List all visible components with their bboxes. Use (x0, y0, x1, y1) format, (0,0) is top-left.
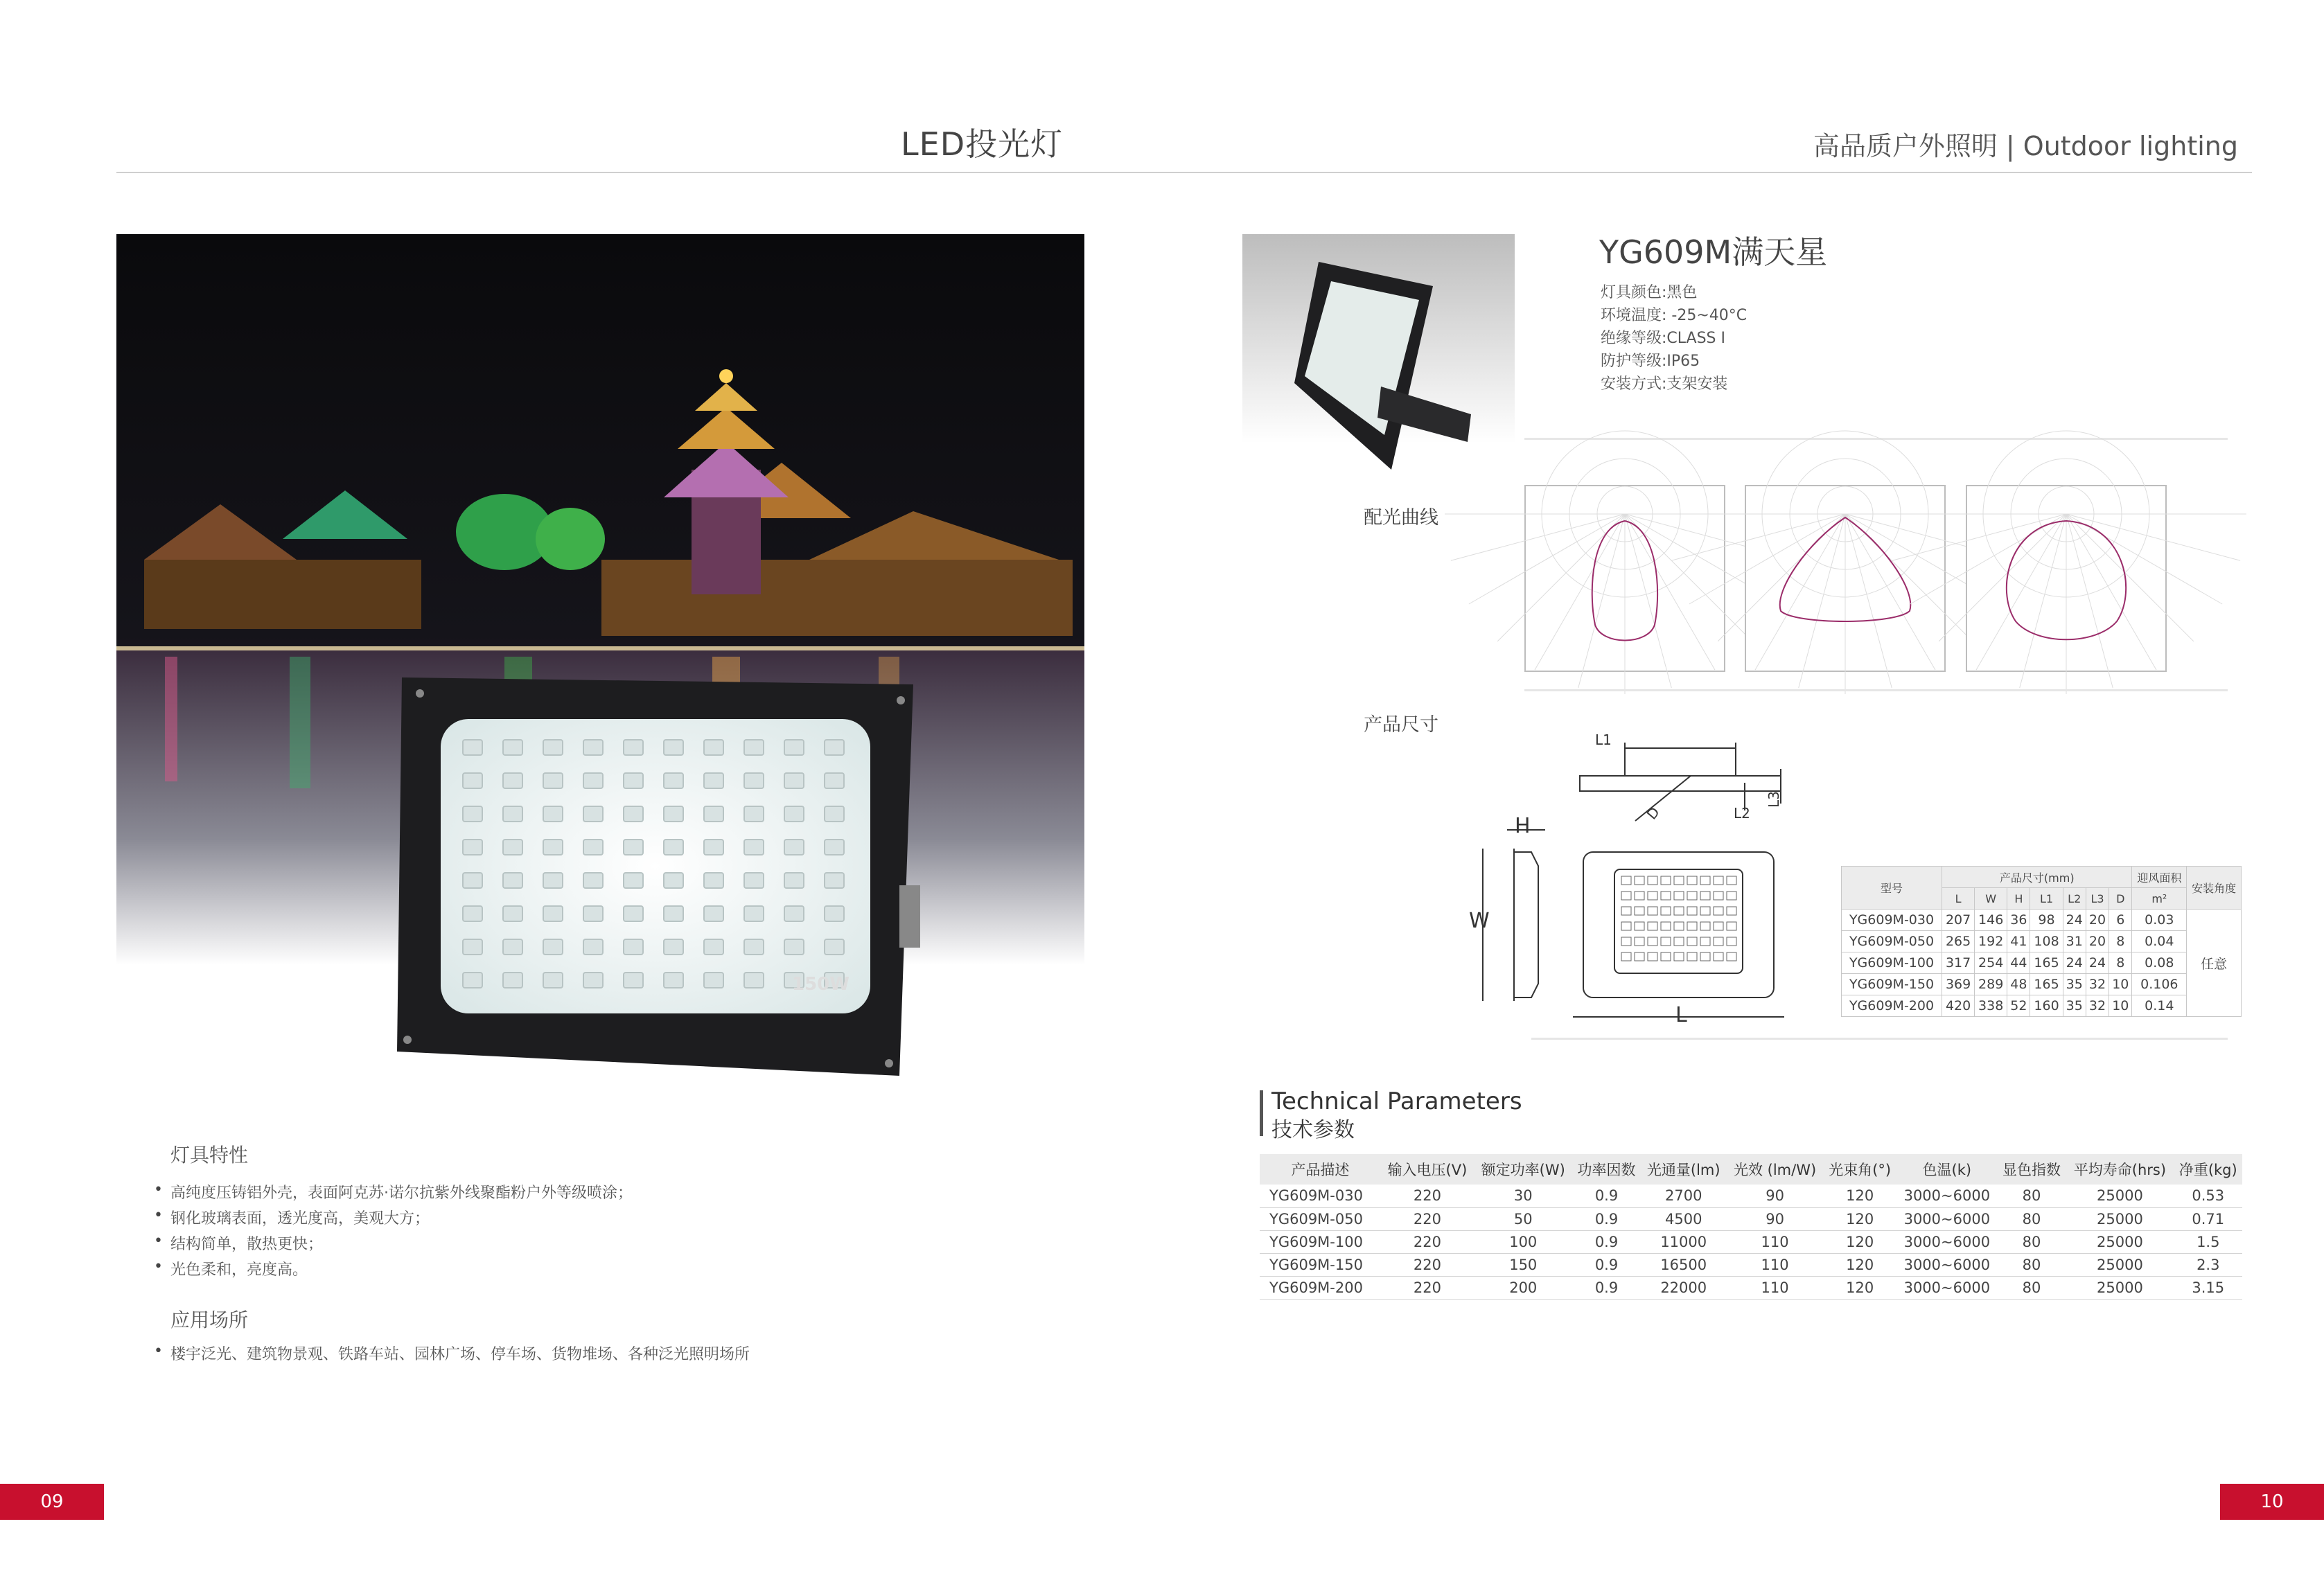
dim-cell: 369 (1942, 974, 1975, 995)
tech-header: 显色指数 (1998, 1154, 2066, 1185)
tech-cell: YG609M-200 (1260, 1276, 1381, 1299)
dim-cell: 146 (1975, 910, 2007, 931)
spec-ip-rating: 防护等级:IP65 (1601, 353, 1700, 370)
spec-install: 安装方式:支架安装 (1601, 375, 1728, 393)
hero-photo (116, 234, 1084, 995)
dim-cell: 32 (2086, 995, 2109, 1017)
tech-cell: 110 (1727, 1253, 1824, 1276)
tech-cell: 150 (1474, 1253, 1572, 1276)
tech-cell: 2.3 (2174, 1253, 2242, 1276)
dim-cell: 35 (2063, 995, 2086, 1017)
application-item: • 楼宇泛光、建筑物景观、铁路车站、园林广场、停车场、货物堆场、各种泛光照明场所 (154, 1342, 750, 1364)
tech-cell: 220 (1381, 1185, 1474, 1207)
tech-cell: 80 (1998, 1276, 2066, 1299)
tech-cell: 120 (1823, 1230, 1896, 1253)
product-thumbnail (1242, 234, 1515, 443)
dim-header-wind: 迎风面积 (2132, 867, 2187, 888)
polar-chart-3 (1966, 485, 2167, 672)
tech-cell: 0.9 (1572, 1185, 1640, 1207)
series-title: 高品质户外照明 | Outdoor lighting (1813, 131, 2238, 161)
dim-cell: 165 (2030, 974, 2063, 995)
dim-cell: 48 (2007, 974, 2030, 995)
dim-cell: 165 (2030, 952, 2063, 974)
dimension-drawing (1469, 727, 1829, 1032)
dim-col-unit: m² (2132, 888, 2187, 910)
dim-cell: 31 (2063, 931, 2086, 952)
product-model: YG609M满天星 (1599, 233, 1828, 271)
dim-col: H (2007, 888, 2030, 910)
dim-cell: 35 (2063, 974, 2086, 995)
tech-header: 功率因数 (1572, 1154, 1640, 1185)
tech-cell: 110 (1727, 1230, 1824, 1253)
spec-insulation: 绝缘等级:CLASS I (1601, 330, 1725, 347)
dim-row (1842, 974, 2242, 995)
dim-cell: 24 (2086, 952, 2109, 974)
tech-cell: 3000~6000 (1896, 1185, 1998, 1207)
spec-color: 灯具颜色:黑色 (1601, 284, 1698, 301)
dim-w: W (1469, 909, 1490, 933)
tech-row (1260, 1185, 2242, 1207)
page-title: LED投光灯 (901, 125, 1064, 163)
dim-h: H (1515, 814, 1531, 838)
dim-cell: 265 (1942, 931, 1975, 952)
dim-cell: 254 (1975, 952, 2007, 974)
page-number-right: 10 (2220, 1484, 2324, 1520)
tech-row (1260, 1276, 2242, 1299)
dim-cell: 10 (2109, 995, 2132, 1017)
feature-item: • 结构简单，散热更快； (154, 1232, 323, 1254)
dim-cell: 6 (2109, 910, 2132, 931)
floodlight-fixture (397, 677, 920, 1076)
dim-row (1842, 952, 2242, 974)
tech-cell: 22000 (1641, 1276, 1727, 1299)
dim-cell: YG609M-200 (1842, 995, 1942, 1017)
tech-cell: 3000~6000 (1896, 1230, 1998, 1253)
feature-item: • 钢化玻璃表面，透光度高，美观大方； (154, 1207, 430, 1228)
dim-cell: 0.14 (2132, 995, 2187, 1017)
tech-cell: 120 (1823, 1207, 1896, 1230)
dim-cell: 289 (1975, 974, 2007, 995)
tech-cell: 80 (1998, 1185, 2066, 1207)
tech-cell: 0.9 (1572, 1230, 1640, 1253)
dim-cell: 32 (2086, 974, 2109, 995)
tech-cell: 90 (1727, 1207, 1824, 1230)
polar-chart-2 (1745, 485, 1946, 672)
divider (1524, 438, 2228, 440)
tech-header: 色温(k) (1896, 1154, 1998, 1185)
dim-d: D (1643, 804, 1663, 823)
dim-cell: 20 (2086, 910, 2109, 931)
dim-cell: 8 (2109, 952, 2132, 974)
polar-chart-1 (1524, 485, 1725, 672)
tech-header: 光通量(lm) (1641, 1154, 1727, 1185)
tech-cell: 3000~6000 (1896, 1276, 1998, 1299)
tech-header: 光效 (lm/W) (1727, 1154, 1824, 1185)
dim-l: L (1675, 1003, 1687, 1027)
dim-cell: YG609M-050 (1842, 931, 1942, 952)
dim-row (1842, 910, 2242, 931)
tech-row (1260, 1207, 2242, 1230)
tech-cell: 4500 (1641, 1207, 1727, 1230)
tech-cell: 0.53 (2174, 1185, 2242, 1207)
dim-row (1842, 995, 2242, 1017)
tech-cell: YG609M-150 (1260, 1253, 1381, 1276)
tech-cell: 100 (1474, 1230, 1572, 1253)
tech-cell: 25000 (2066, 1253, 2174, 1276)
dim-col: L3 (2086, 888, 2109, 910)
tech-cell: 25000 (2066, 1276, 2174, 1299)
section-bar (1260, 1090, 1263, 1136)
dim-cell: 108 (2030, 931, 2063, 952)
tech-cell: 2700 (1641, 1185, 1727, 1207)
applications-title: 应用场所 (170, 1309, 249, 1331)
dim-cell: 160 (2030, 995, 2063, 1017)
tech-cell: 3.15 (2174, 1276, 2242, 1299)
dim-cell: 192 (1975, 931, 2007, 952)
tech-cell: 80 (1998, 1230, 2066, 1253)
dim-cell: 98 (2030, 910, 2063, 931)
tech-row (1260, 1253, 2242, 1276)
tech-cell: 25000 (2066, 1185, 2174, 1207)
dim-col: L1 (2030, 888, 2063, 910)
dim-cell: 36 (2007, 910, 2030, 931)
dim-l3: L3 (1765, 791, 1782, 808)
spec-temperature: 环境温度: -25~40°C (1601, 307, 1748, 324)
divider (1531, 1038, 2228, 1040)
tech-cell: 0.9 (1572, 1276, 1640, 1299)
tech-cell: 11000 (1641, 1230, 1727, 1253)
dim-cell: 8 (2109, 931, 2132, 952)
tech-header: 平均寿命(hrs) (2066, 1154, 2174, 1185)
tech-cell: 110 (1727, 1276, 1824, 1299)
tech-cell: 120 (1823, 1185, 1896, 1207)
page-number-left: 09 (0, 1484, 104, 1520)
tech-cell: 0.9 (1572, 1253, 1640, 1276)
tech-cell: 220 (1381, 1276, 1474, 1299)
tech-cell: 220 (1381, 1253, 1474, 1276)
tech-cell: 3000~6000 (1896, 1207, 1998, 1230)
dim-cell: 24 (2063, 910, 2086, 931)
dim-cell: 24 (2063, 952, 2086, 974)
tech-cell: 3000~6000 (1896, 1253, 1998, 1276)
tech-cell: 220 (1381, 1207, 1474, 1230)
dim-cell: 0.08 (2132, 952, 2187, 974)
tech-cell: YG609M-100 (1260, 1230, 1381, 1253)
tech-cell: 120 (1823, 1253, 1896, 1276)
tech-cell: 80 (1998, 1253, 2066, 1276)
dim-cell: 0.03 (2132, 910, 2187, 931)
dim-col: L (1942, 888, 1975, 910)
dim-row (1842, 931, 2242, 952)
tech-cell: 25000 (2066, 1207, 2174, 1230)
dim-cell: YG609M-150 (1842, 974, 1942, 995)
tech-header: 光束角(°) (1823, 1154, 1896, 1185)
header-divider (116, 172, 2252, 173)
dim-header-size: 产品尺寸(mm) (1942, 867, 2132, 888)
tech-title-cn: 技术参数 (1271, 1118, 1355, 1142)
tech-header: 净重(kg) (2174, 1154, 2242, 1185)
dim-l2: L2 (1734, 805, 1750, 822)
dimensions-label: 产品尺寸 (1364, 714, 1438, 736)
feature-item: • 光色柔和，亮度高。 (154, 1258, 308, 1279)
tech-title-en: Technical Parameters (1271, 1088, 1522, 1115)
tech-cell: 1.5 (2174, 1230, 2242, 1253)
tech-table (1260, 1154, 2242, 1300)
tech-cell: 30 (1474, 1185, 1572, 1207)
tech-cell: 220 (1381, 1230, 1474, 1253)
tech-cell: 120 (1823, 1276, 1896, 1299)
fixture-power-label: 150W (792, 974, 850, 995)
dim-angle-cell: 任意 (2187, 910, 2242, 1017)
tech-row (1260, 1230, 2242, 1253)
dim-cell: 0.04 (2132, 931, 2187, 952)
dim-cell: 10 (2109, 974, 2132, 995)
dim-cell: 44 (2007, 952, 2030, 974)
tech-cell: YG609M-050 (1260, 1207, 1381, 1230)
tech-cell: 90 (1727, 1185, 1824, 1207)
dim-cell: 338 (1975, 995, 2007, 1017)
dim-col: L2 (2063, 888, 2086, 910)
tech-cell: 200 (1474, 1276, 1572, 1299)
dim-cell: 20 (2086, 931, 2109, 952)
dim-cell: 420 (1942, 995, 1975, 1017)
features-title: 灯具特性 (170, 1144, 249, 1167)
tech-header: 额定功率(W) (1474, 1154, 1572, 1185)
dim-col: W (1975, 888, 2007, 910)
dim-cell: 41 (2007, 931, 2030, 952)
dim-header-model: 型号 (1842, 867, 1942, 910)
dimension-table (1841, 866, 2242, 1017)
tech-cell: YG609M-030 (1260, 1185, 1381, 1207)
tech-cell: 0.71 (2174, 1207, 2242, 1230)
dim-cell: YG609M-100 (1842, 952, 1942, 974)
dim-cell: 0.106 (2132, 974, 2187, 995)
tech-cell: 0.9 (1572, 1207, 1640, 1230)
dim-l1: L1 (1595, 732, 1612, 748)
dim-cell: 52 (2007, 995, 2030, 1017)
divider (1524, 689, 2228, 691)
dim-header-angle: 安装角度 (2187, 867, 2242, 910)
dim-cell: 207 (1942, 910, 1975, 931)
tech-cell: 80 (1998, 1207, 2066, 1230)
tech-cell: 16500 (1641, 1253, 1727, 1276)
light-curve-label: 配光曲线 (1364, 507, 1438, 529)
tech-header: 输入电压(V) (1381, 1154, 1474, 1185)
dim-cell: 317 (1942, 952, 1975, 974)
tech-header: 产品描述 (1260, 1154, 1381, 1185)
tech-cell: 25000 (2066, 1230, 2174, 1253)
feature-item: • 高纯度压铸铝外壳，表面阿克苏·诺尔抗紫外线聚酯粉户外等级喷涂； (154, 1181, 633, 1203)
dim-cell: YG609M-030 (1842, 910, 1942, 931)
dim-col: D (2109, 888, 2132, 910)
tech-cell: 50 (1474, 1207, 1572, 1230)
